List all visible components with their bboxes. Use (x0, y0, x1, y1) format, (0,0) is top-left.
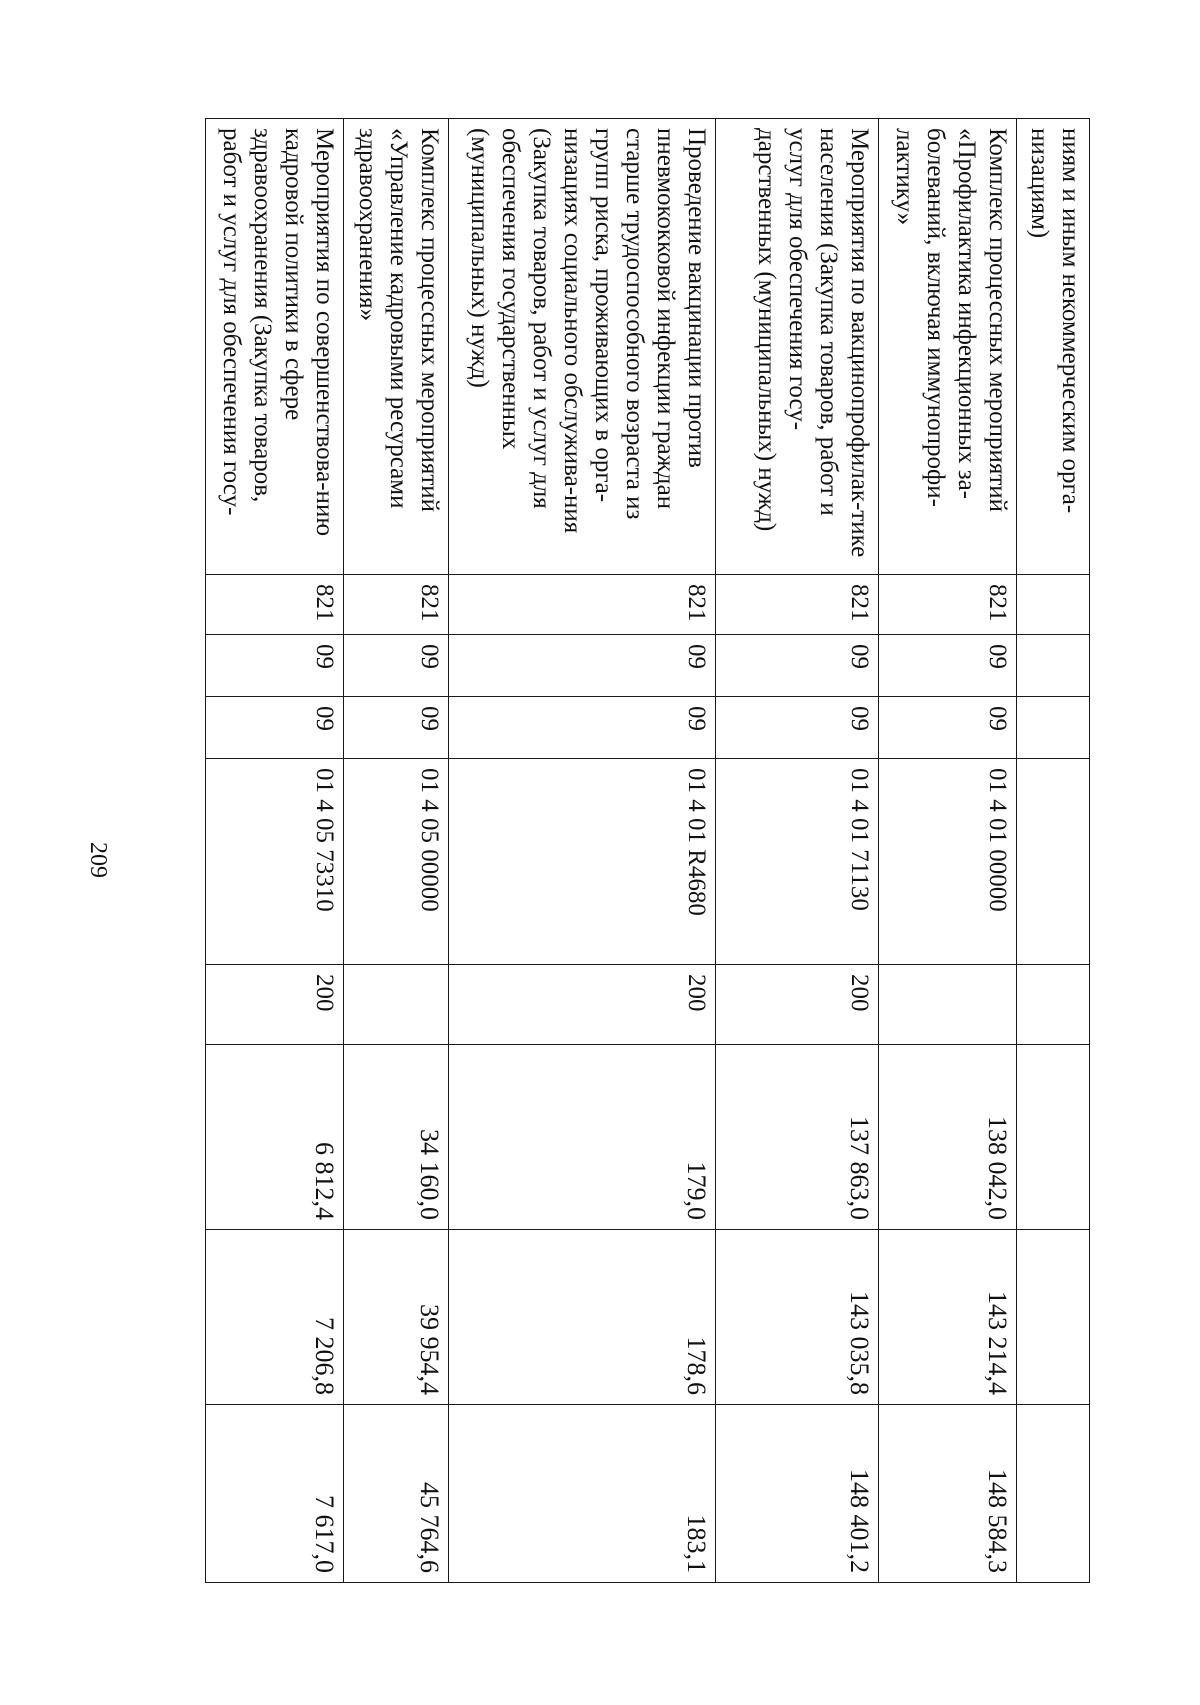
budget-table-container (205, 118, 1090, 1582)
cell-year-1: 137 863,0 (716, 1045, 879, 1230)
cell-subsection: 09 (448, 697, 716, 759)
cell-ved (1016, 575, 1089, 635)
cell-section: 09 (343, 635, 448, 697)
cell-name: Комплекс процессных мероприятий «Управление кадровыми ресурсами здравоохранения» (343, 119, 448, 575)
cell-year-2: 143 214,4 (878, 1230, 1016, 1405)
cell-year-1: 6 812,4 (206, 1045, 344, 1230)
cell-subsection: 09 (343, 697, 448, 759)
cell-target-article: 01 4 01 R4680 (448, 759, 716, 965)
cell-subsection: 09 (716, 697, 879, 759)
cell-ved: 821 (343, 575, 448, 635)
cell-name: Мероприятия по совершенствова-нию кадровой политики в сфере здравоохранения (Закупка товаров, работ и услуг для обеспечения госу- (206, 119, 344, 575)
cell-expense-type (878, 965, 1016, 1045)
cell-year-3: 148 584,3 (878, 1405, 1016, 1583)
cell-year-3: 148 401,2 (716, 1405, 879, 1583)
budget-table (205, 118, 1090, 1583)
cell-expense-type (343, 965, 448, 1045)
cell-expense-type: 200 (716, 965, 879, 1045)
cell-section: 09 (206, 635, 344, 697)
cell-year-1: 34 160,0 (343, 1045, 448, 1230)
cell-year-2: 39 954,4 (343, 1230, 448, 1405)
cell-name: Проведение вакцинации против пневмококковой инфекции граждан старше трудоспособного возраста из групп риска, проживающих в орга-низациях социального обслужива-ния (Закупка товаров, работ и услуг для обеспечения государственных (муниципальных) нужд) (448, 119, 716, 575)
cell-ved: 821 (448, 575, 716, 635)
cell-section: 09 (448, 635, 716, 697)
cell-subsection: 09 (878, 697, 1016, 759)
table-row (448, 119, 716, 1583)
cell-target-article: 01 4 05 00000 (343, 759, 448, 965)
page-number: 209 (85, 842, 111, 878)
table-row (343, 119, 448, 1583)
cell-expense-type (1016, 965, 1089, 1045)
cell-target-article (1016, 759, 1089, 965)
cell-name: Мероприятия по вакцинопрофилак-тике населения (Закупка товаров, работ и услуг для обеспечения госу-дарственных (муниципальных) нужд) (716, 119, 879, 575)
cell-section: 09 (878, 635, 1016, 697)
cell-name: ниям и иным некоммерческим орга-низациям) (1016, 119, 1089, 575)
cell-target-article: 01 4 01 71130 (716, 759, 879, 965)
cell-target-article: 01 4 01 00000 (878, 759, 1016, 965)
cell-ved: 821 (878, 575, 1016, 635)
cell-section (1016, 635, 1089, 697)
cell-year-1: 179,0 (448, 1045, 716, 1230)
cell-year-2: 143 035,8 (716, 1230, 879, 1405)
cell-expense-type: 200 (206, 965, 344, 1045)
cell-year-3 (1016, 1405, 1089, 1583)
table-row (1016, 119, 1089, 1583)
cell-year-3: 183,1 (448, 1405, 716, 1583)
table-row (206, 119, 344, 1583)
cell-year-3: 7 617,0 (206, 1405, 344, 1583)
cell-year-2: 178,6 (448, 1230, 716, 1405)
cell-ved: 821 (716, 575, 879, 635)
cell-ved: 821 (206, 575, 344, 635)
cell-year-2 (1016, 1230, 1089, 1405)
table-row (878, 119, 1016, 1583)
cell-expense-type: 200 (448, 965, 716, 1045)
cell-year-3: 45 764,6 (343, 1405, 448, 1583)
cell-section: 09 (716, 635, 879, 697)
cell-name: Комплекс процессных мероприятий «Профилактика инфекционных за-болеваний, включая иммунопрофи-лактику» (878, 119, 1016, 575)
cell-target-article: 01 4 05 73310 (206, 759, 344, 965)
cell-year-2: 7 206,8 (206, 1230, 344, 1405)
cell-subsection (1016, 697, 1089, 759)
cell-subsection: 09 (206, 697, 344, 759)
table-row (716, 119, 879, 1583)
cell-year-1: 138 042,0 (878, 1045, 1016, 1230)
cell-year-1 (1016, 1045, 1089, 1230)
